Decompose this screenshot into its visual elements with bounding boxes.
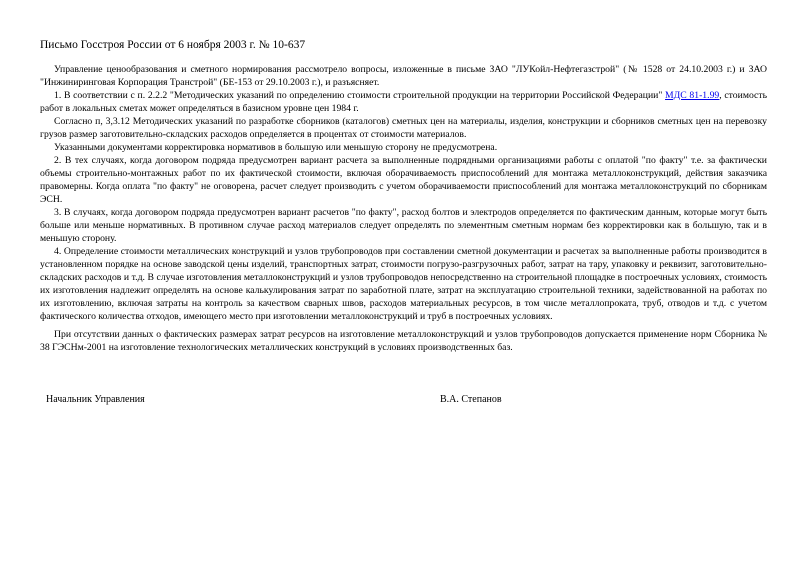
paragraph-1-text-before-link: 1. В соответствии с п. 2.2.2 "Методических указаний по определению стоимости строительной продукции на территории Российской Федерации": [54, 90, 666, 101]
paragraph-3: 3. В случаях, когда договором подряда предусмотрен вариант расчетов "по факту", расход болтов и электродов определяется по фактическим данным, которые могут быть больше или меньше нормативных. В противном случае расход материалов следует определять по элементным сметным нормам без корректировки как в большую, так и в меньшую сторону.: [40, 207, 767, 244]
paragraph-1-text-after-link: , стоимость работ в локальных сметах может определяться в базисном уровне цен 1984 г.: [40, 90, 767, 114]
signatory-position: Начальник Управления: [46, 394, 145, 405]
paragraph-1b: Согласно п, 3,3.12 Методических указаний по разработке сборников (каталогов) сметных цен на материалы, изделия, конструкции и сборников сметных цен на перевозку грузов размер заготовительно-складских расходов определяется в процентах от стоимости материалов.: [40, 116, 767, 140]
document-title: Письмо Госстроя России от 6 ноября 2003 г. № 10-637: [40, 39, 306, 51]
paragraph-intro: Управление ценообразования и сметного нормирования рассмотрело вопросы, изложенные в письме ЗАО "ЛУКойл-Нефтегазстрой" (№ 1528 от 24.10.2003 г.) и ЗАО "Инжиниринговая Корпорация Транстрой" (БЕ-153 от 29.10.2003 г.), и разъясняет.: [40, 64, 767, 88]
paragraph-4: 4. Определение стоимости металлических конструкций и узлов трубопроводов при составлении сметной документации и расчетах за выполненные работы производится в установленном порядке на основе заводской цены изделий, транспортных затрат, стоимости погрузо-разгрузочных работ, затрат на тару, упаковку и реквизит, заготовительно-складских расходов и т.д. В случае изготовления металлоконструкций и узлов трубопроводов непосредственно на строительной площадке в построечных условиях, стоимость их изготовления надлежит определять на основе калькулирования затрат по заработной плате, затрат на эксплуатацию строительной техники, задействованной на работах по их изготовлению, включая затраты на контроль за качеством сварных швов, расходов материальных ресурсов, в том числе металлопроката, труб, отводов и т.д. с учетом фактического количества отходов, имеющего место при изготовлении металлоконструкций и труб в построечных условиях.: [40, 246, 767, 322]
paragraph-1c: Указанными документами корректировка нормативов в большую или меньшую сторону не предусмотрена.: [54, 142, 498, 153]
signatory-name: В.А. Степанов: [440, 394, 502, 405]
paragraph-1: [40, 89, 767, 115]
letter-body: [40, 63, 767, 354]
paragraph-5: При отсутствии данных о фактических размерах затрат ресурсов на изготовление металлоконструкций и узлов трубопроводов допускается применение норм Сборника № 38 ГЭСНм-2001 на изготовление технологических металлических конструкций в условиях производственных баз.: [40, 329, 767, 353]
mds-document-link[interactable]: МДС 81-1.99: [665, 90, 720, 101]
paragraph-2: 2. В тех случаях, когда договором подряда предусмотрен вариант расчета за выполненные подрядными организациями работы с оплатой "по факту" т.е. за фактически объемы строительно-монтажных работ по их фактической стоимости, включая оборачиваемость приспособлений для монтажа металлоконструкций, действия заказчика правомерны. Когда оплата "по факту" не оговорена, расчет следует производить с учетом оборачиваемости приспособлений для монтажа металлоконструкций по сборникам ЭСН.: [40, 155, 767, 205]
